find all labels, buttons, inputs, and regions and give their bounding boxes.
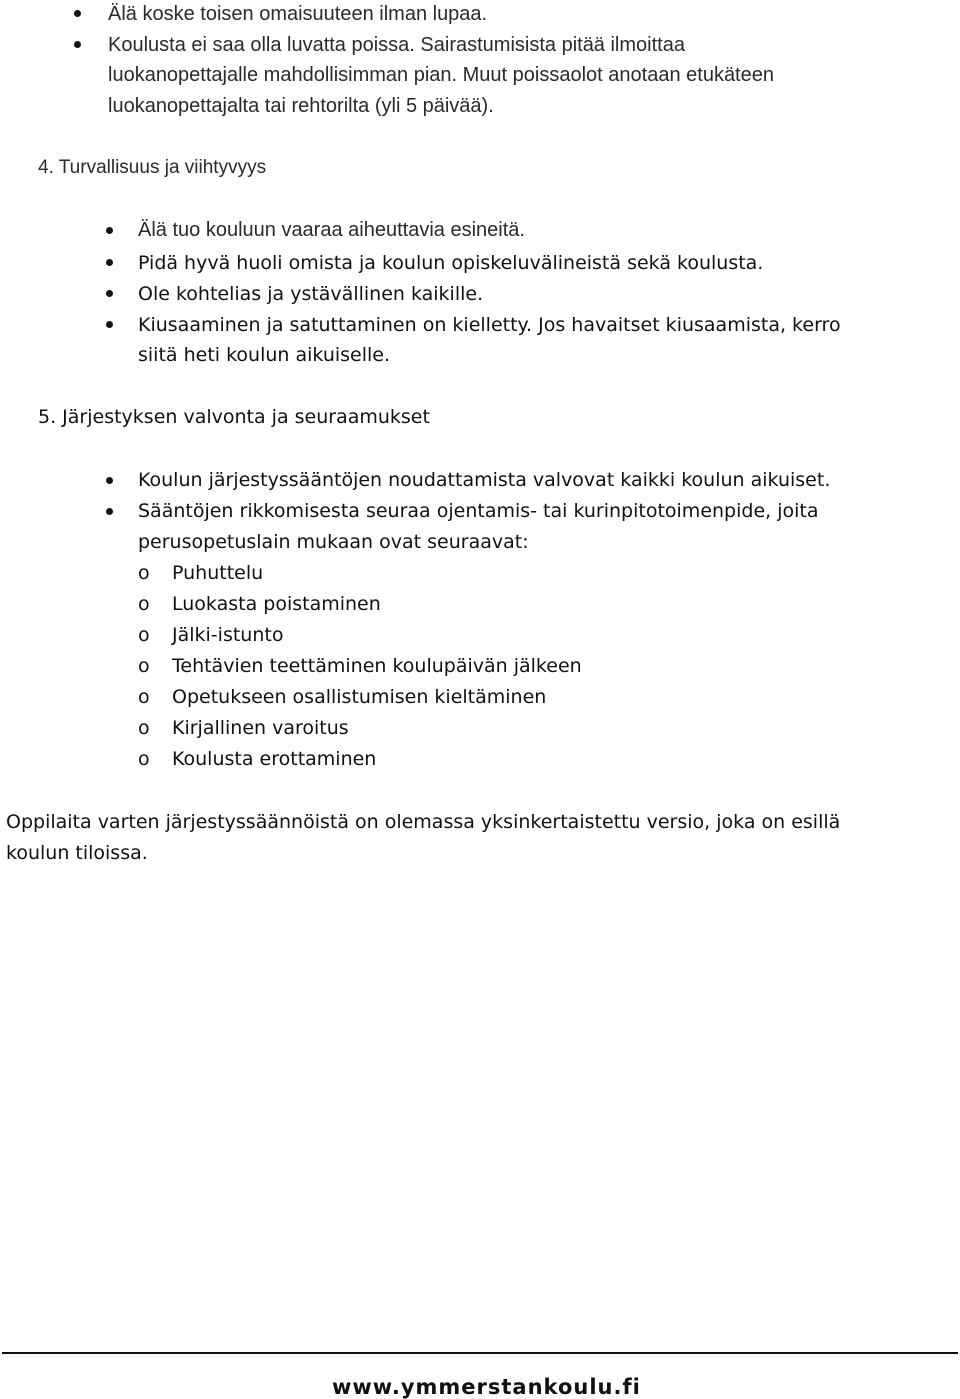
intro-bullet-2-line-1: Koulusta ei saa olla luvatta poissa. Sairastumisista pitää ilmoittaa — [108, 34, 685, 56]
sub-item-marker: o — [138, 748, 150, 770]
sub-item-marker: o — [138, 624, 150, 646]
closing-line-1: Oppilaita varten järjestyssäännöistä on olemassa yksinkertaistettu versio, joka on esillä — [6, 811, 841, 833]
sub-item-3: Jälki-istunto — [172, 624, 284, 646]
bullet-dot — [106, 259, 113, 266]
sub-item-marker: o — [138, 562, 150, 584]
intro-bullet-1-line-1: Älä koske toisen omaisuuteen ilman lupaa. — [108, 3, 488, 25]
section-4-bullet-1: Älä tuo kouluun vaaraa aiheuttavia esineitä. — [138, 219, 525, 241]
closing-line-2: koulun tiloissa. — [6, 842, 148, 864]
section-5-bullet-2-line-2: perusopetuslain mukaan ovat seuraavat: — [138, 531, 529, 553]
section-5-bullet-2-line-1: Sääntöjen rikkomisesta seuraa ojentamis- tai kurinpitotoimenpide, joita — [138, 500, 819, 522]
footer-divider — [2, 1352, 958, 1354]
sub-item-2: Luokasta poistaminen — [172, 593, 381, 615]
intro-bullet-2-line-3: luokanopettajalta tai rehtorilta (yli 5 päivää). — [108, 95, 494, 117]
bullet-dot — [106, 321, 113, 328]
bullet-dot — [74, 41, 81, 48]
section-4-bullet-3: Ole kohtelias ja ystävällinen kaikille. — [138, 283, 484, 305]
bullet-dot — [74, 10, 81, 17]
section-5-heading: 5. Järjestyksen valvonta ja seuraamukset — [38, 406, 430, 428]
sub-item-marker: o — [138, 717, 150, 739]
section-5-bullet-1: Koulun järjestyssääntöjen noudattamista valvovat kaikki koulun aikuiset. — [138, 469, 831, 491]
sub-item-5: Opetukseen osallistumisen kieltäminen — [172, 686, 547, 708]
sub-item-4: Tehtävien teettäminen koulupäivän jälkeen — [172, 655, 582, 677]
bullet-dot — [106, 508, 113, 515]
bullet-dot — [106, 477, 113, 484]
sub-item-marker: o — [138, 593, 150, 615]
intro-bullet-2-line-2: luokanopettajalle mahdollisimman pian. Muut poissaolot anotaan etukäteen — [108, 64, 774, 86]
section-4-bullet-4-line-2: siitä heti koulun aikuiselle. — [138, 344, 391, 366]
section-4-heading: 4. Turvallisuus ja viihtyvyys — [38, 157, 267, 178]
sub-item-6: Kirjallinen varoitus — [172, 717, 349, 739]
section-4-bullet-2: Pidä hyvä huoli omista ja koulun opiskeluvälineistä sekä koulusta. — [138, 252, 764, 274]
sub-item-marker: o — [138, 686, 150, 708]
section-4-bullet-4-line-1: Kiusaaminen ja satuttaminen on kielletty. Jos havaitset kiusaamista, kerro — [138, 314, 841, 336]
bullet-dot — [106, 227, 113, 234]
sub-item-marker: o — [138, 655, 150, 677]
bullet-dot — [106, 290, 113, 297]
sub-item-1: Puhuttelu — [172, 562, 264, 584]
footer-url: www.ymmerstankoulu.fi — [332, 1375, 641, 1399]
sub-item-7: Koulusta erottaminen — [172, 748, 377, 770]
